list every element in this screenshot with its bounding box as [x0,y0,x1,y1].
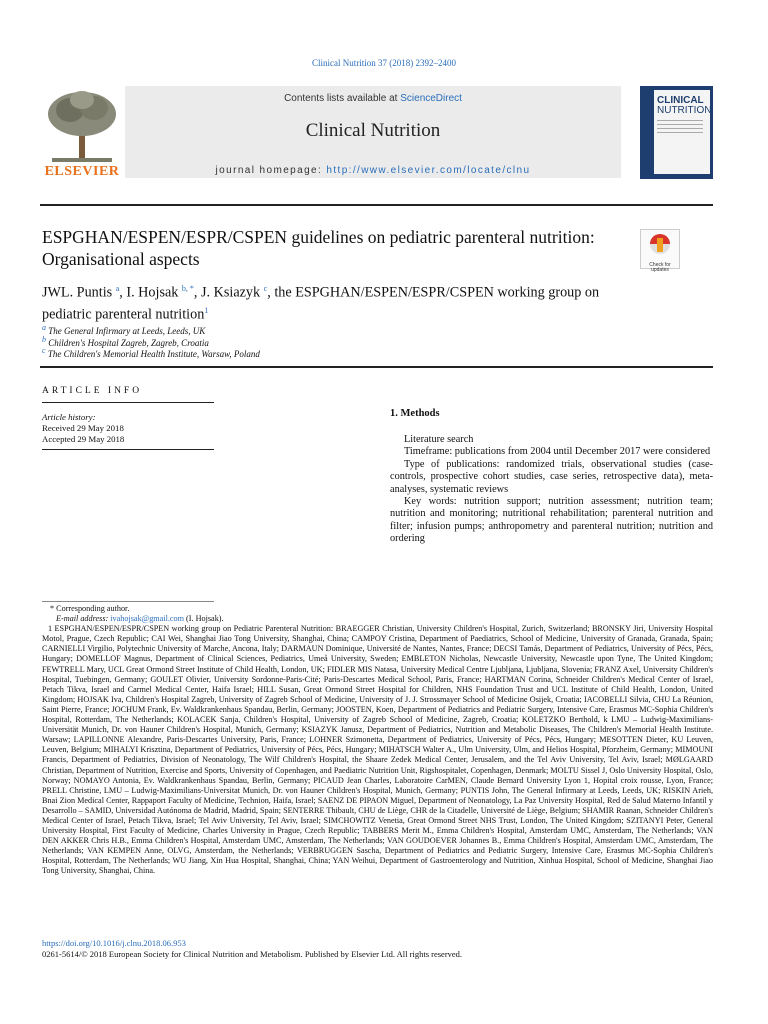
methods-paragraph: Timeframe: publications from 2004 until December 2017 were considered [404,446,711,458]
article-info-heading: ARTICLE INFO [42,386,143,396]
cover-title-2: NUTRITION [657,105,712,116]
sciencedirect-link[interactable]: ScienceDirect [400,93,462,104]
author-list: JWL. Puntis $^a$, I. Hojsak $^{b, *}$, J. Ksiazyk $^c$, the ESPGHAN/ESPEN/ESPR/CSPEN working group on pediatric parenteral nutrition$^1$ [42,284,600,323]
article-history-rule [42,449,214,450]
contents-available: Contents lists available at ScienceDirect [284,93,462,104]
author-group: the ESPGHAN/ESPEN/ESPR/CSPEN working group on pediatric parenteral nutrition [42,284,600,323]
methods-paragraph: Literature search [404,434,474,445]
cover-title-1: CLINICAL [657,95,704,106]
affiliation: $^c$ The Children's Memorial Health Institute, Warsaw, Poland [42,346,260,359]
article-info-rule [42,402,214,403]
methods-paragraph: Type of publications: randomized trials, observational studies (case-controls, prospective cohort studies, case series, retrospective data), meta-analyses, systematic reviews [390,458,713,495]
elsevier-wordmark: ELSEVIER [44,164,120,179]
section-divider [40,366,713,368]
affiliation: $^b$ Children's Hospital Zagreb, Zagreb, Croatia [42,334,209,348]
affiliation: $^a$ The General Infirmary at Leeds, Leeds, UK [42,323,206,336]
journal-homepage: journal homepage: http://www.elsevier.com/locate/clnu [215,165,531,176]
crossmark-badge[interactable] [640,229,680,273]
journal-cover-thumbnail [640,86,713,179]
header-divider [40,204,713,206]
copyright-notice: 0261-5614/© 2018 European Society for Clinical Nutrition and Metabolism. Published by Elsevier Ltd. All rights reserved. [42,949,463,959]
author-name[interactable]: J. Ksiazyk [201,284,261,301]
email-note: E-mail address: ivahojsak@gmail.com (I. Hojsak). [56,614,224,624]
methods-paragraph: Key words: nutrition support; nutrition assessment; nutrition team; nutrition and monitoring; nutritional rehabilitation; parenteral nutrition and filter; infusion pumps; anthropometry and parenteral nutrition; nutrition and ordering [390,496,713,545]
article-title: ESPGHAN/ESPEN/ESPR/CSPEN guidelines on pediatric parenteral nutrition: Organisational aspects [42,227,595,269]
journal-title: Clinical Nutrition [305,120,441,141]
journal-citation[interactable]: Clinical Nutrition 37 (2018) 2392–2400 [312,58,456,68]
footnote-rule [42,601,214,602]
footnotes [42,604,713,877]
author-name[interactable]: JWL. Puntis [42,284,113,301]
methods-body [390,434,713,546]
doi-link[interactable]: https://doi.org/10.1016/j.clnu.2018.06.953 [42,938,186,948]
article-history: Article history: Received 29 May 2018 Accepted 29 May 2018 [42,412,125,444]
working-group-footnote: 1 ESPGHAN/ESPEN/ESPR/CSPEN working group on Pediatric Parenteral Nutrition: BRAEGGER Christian, University Children's Hospital, Zurich, Switzerland; BRONSKY Jiri, University Hospital Motol, Prague, Czech Republic; CAI Wei, Shanghai Jiao Tong University, Shanghai, China; CAMPOY Cristina, Department of Paediatrics, School of Medicine, University of Granada, Granada, Spain; CARNIELLI Virgilio, Polytechnic University of Marche, Ancona, Italy; DARMAUN Dominique, Université de Nantes, Nantes, France; DECSI Tamás, Department of Pediatrics, University of Pécs, Pécs, Hungary; DOMELLOF Magnus, Department of Clinical Sciences, Pediatrics, Umeå University, Sweden; EMBLETON Nicholas, Newcastle University, Newcastle upon Tyne, The United Kingdom; FEWTRELL Mary, UCL Great Ormond Street Institute of Child Health, London, UK; FIDLER MIS Natasa, University Medical Centre Ljubljana, Ljubljana, Slovenia; FRANZ Axel, University Children's Hospital, Tuebingen, Germany; GOULET Olivier, University Sordonne-Paris-Cité; Paris-Descartes Medical School, Paris, France; HARTMAN Corina, Schneider Children's Medical Center of Israel, Petach Tikva, Israel and Carmel Medical Center, Haifa Israel; HILL Susan, Great Ormond Street Hospital for Children, NHS Foundation Trust and UCL Institute of Child Health, London, United Kingdom; HOJSAK Iva, Children's Hospital Zagreb, University of Zagreb School of Medicine, University of J. J. Strossmayer School of Medicine Osijek, Croatia; IACOBELLI Silvia, CHU La Réunion, Saint Pierre, France; JOCHUM Frank, Ev. Waldkrankenhaus Spandau, Berlin, Germany; JOOSTEN, Koen, Department of Pediatrics and Pediatric Surgery, Intensive Care, Erasmus MC-Sophia Children's Hospital, Rotterdam, The Netherlands; KOLACEK Sanja, Children's Hospital, University of Zagreb School of Medicine, Zagreb, Croatia; KOLETZKO Berthold, k LMU – Ludwig-Maximilians-Universität Munich, Dr. von Hauner Children's Hospital, Munich, Germany; KSIAZYK Janusz, Department of Pediatrics, Nutrition and Metabolic Diseases, The Children's Memorial Health Institute. Warsaw; LAPILLONNE Alexandre, Paris-Descartes University, Paris, France; LOHNER Szimonetta, Department of Pediatrics, University of Pécs, Pécs, Hungary; MESOTTEN Dieter, KU Leuven, Leuven, Belgium; MIHALYI Krisztina, Department of Pediatrics, University of Pécs, Pécs, Hungary; MIHATSCH Walter A., Ulm University, Ulm, and Helios Hospital, Pforzheim, Germany; MIMOUNI Francis, Department of Pediatrics, Division of Neonatology, The Wilf Children's Hospital, the Shaare Zedek Medical Center, Jerusalem, and the Tel Aviv University, Tel Aviv, Israel; MØLGAARD Christian, Department of Nutrition, Exercise and Sports, University of Copenhagen, and Paediatric Nutrition Unit, Rigshospitalet, Copenhagen, Denmark; MOLTU Sissel J, Oslo University Hospital, Oslo, Norway; NOMAYO Antonia, Ev. Waldkrankenhaus Spandau, Berlin, Germany; PICAUD Jean Charles, Laboratoire CarMEN, Claude Bernard University Lyon 1, Hopital croix rousse, Lyon, France; PRELL Christine, LMU – Ludwig-Maximilians-Universitat Munich, Dr. von Hauner Children's Hospital, Munich, Germany; PUNTIS John, The General Infirmary at Leeds, Leeds, UK; RISKIN Arieh, Bnai Zion Medical Center, Rappaport Faculty of Medicine, Technion, Haifa, Israel; SAENZ DE PIPAON Miguel, Department of Neonatology, La Paz University Hospital, Red de Salud Materno Infantil y Desarrollo – SAMID, Universidad Autónoma de Madrid, Madrid, Spain; SENTERRE Thibault, CHU de Liège, CHR de la Citadelle, Université de Liège, Belgium; SHAMIR Raanan, Schneider Children's Medical Center of Israel, Petach Tikva, Israel; Tel Aviv University, Tel Aviv, Israel; SIMCHOWITZ Venetia, Great Ormond Street NHS Trust, London, The United Kingdom; SZITANYI Peter, General University Hospital, First Faculty of Medicine, Charles University in Prague, Czech Republic; TABBERS Merit M., Emma Children's Hospital, Amsterdam UMC, Amsterdam, The Netherlands; VAN DEN AKKER Chris H.B., Emma Children's Hospital, Amsterdam UMC, Amsterdam, The Netherlands; VAN GOUDOEVER Johannes B., Emma Children's Hospital, Amsterdam UMC, Amsterdam, The Netherlands; VAN KEMPEN Anne, OLVG, Amsterdam, the Netherlands; VERBRUGGEN Sascha, Department of Pediatrics and Pediatric Surgery, Intensive Care, Erasmus MC-Sophia Children's Hospital, Rotterdam, The Netherlands; WU Jiang, Xin Hua Hospital, Shanghai, China; YAN Weihui, Department of Gastroenterology and Nutrition, Xinhua Hospital, School of Medicine, Shanghai Jiao Tong University, Shanghai, China. [42,624,713,876]
crossmark-icon [641,230,679,258]
corresponding-author-note: * Corresponding author. [50,604,130,613]
email-link[interactable]: ivahojsak@gmail.com [110,614,184,624]
methods-heading: 1. Methods [390,408,440,419]
homepage-link[interactable]: http://www.elsevier.com/locate/clnu [326,165,531,176]
crossmark-label: Check for updates [649,262,671,273]
author-name[interactable]: I. Hojsak [126,284,179,301]
